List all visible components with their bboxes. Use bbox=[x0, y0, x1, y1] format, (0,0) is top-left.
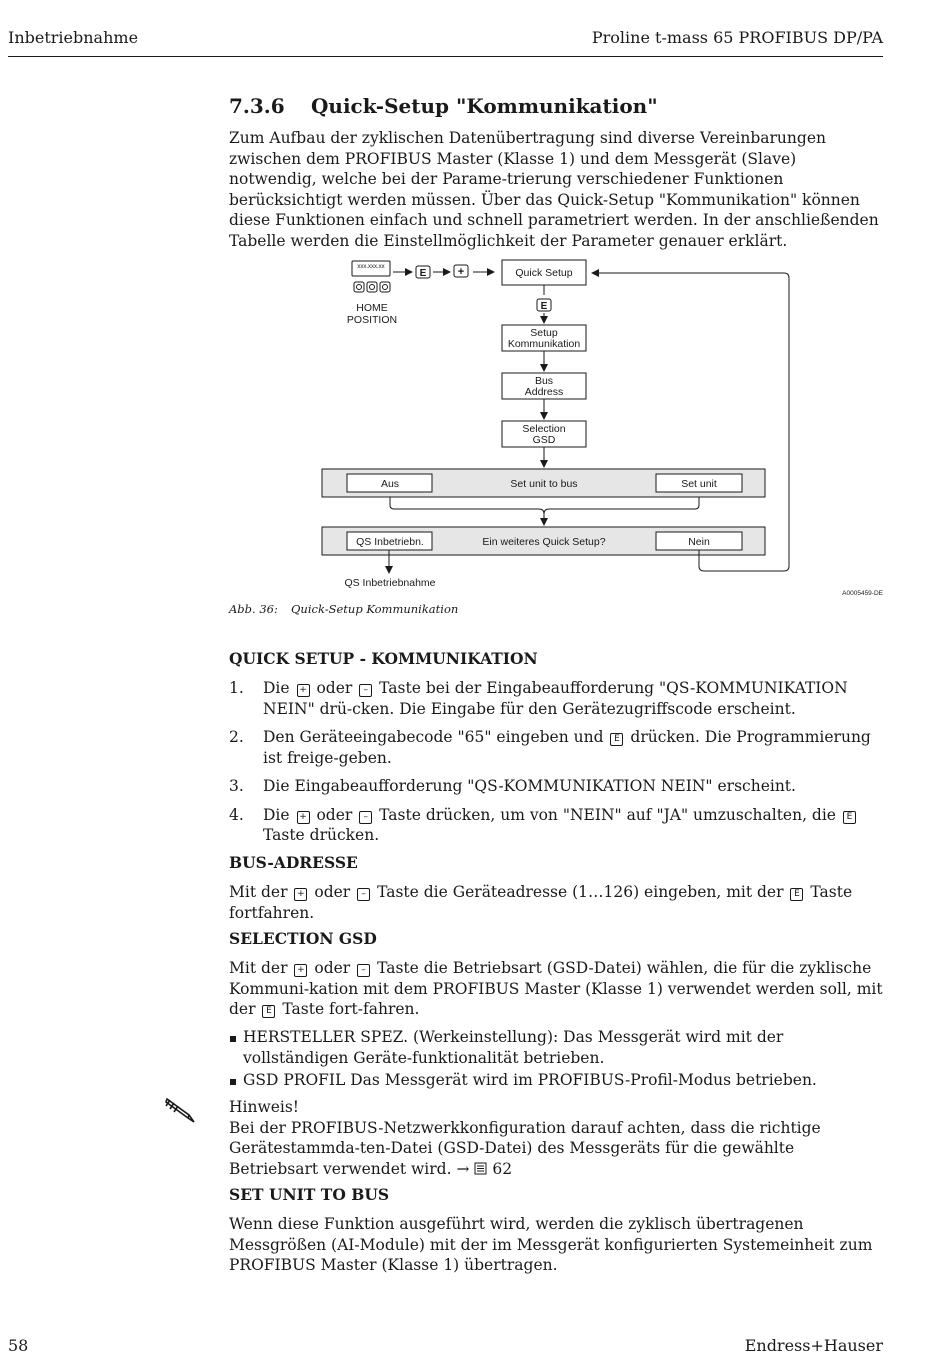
minus-key-icon: – bbox=[357, 888, 370, 901]
box-sel-label-2: GSD bbox=[532, 434, 556, 446]
section-number: 7.3.6 bbox=[229, 94, 285, 118]
page-reference-icon bbox=[474, 1162, 487, 1175]
option-nein-label: Nein bbox=[688, 536, 710, 548]
option-qs-inbetriebn-label: QS Inbetriebn. bbox=[356, 536, 424, 548]
header-rule bbox=[8, 56, 883, 57]
box-setup-label-2: Kommunikation bbox=[507, 338, 581, 350]
minus-key-icon: – bbox=[357, 964, 370, 977]
exit-label: QS Inbetriebnahme bbox=[344, 577, 436, 589]
note-text: Bei der PROFIBUS-Netzwerkkonfiguration darauf achten, dass die richtige Gerätestammda-ten-Datei (GSD-Datei) des Messgeräts für die gewählte Betriebsart verwendet wird. → 62 bbox=[229, 1118, 821, 1178]
box-setup-label-1: Setup bbox=[530, 327, 558, 339]
enter-key-icon: E bbox=[610, 733, 623, 746]
caption-label: Abb. 36: bbox=[229, 602, 278, 616]
bus-address-paragraph: Mit der + oder – Taste die Geräteadresse (1…126) eingeben, mit der E Taste fortfahren. bbox=[229, 883, 853, 922]
selection-gsd-paragraph: Mit der + oder – Taste die Betriebsart (GSD-Datei) wählen, die für die zyklische Kommuni-kation mit dem PROFIBUS Master (Klasse 1) verwendet werden soll, mit der E Taste fort-fahren. bbox=[229, 959, 883, 1018]
home-label-1: HOME bbox=[356, 302, 388, 314]
brand-name: Endress+Hauser bbox=[744, 1336, 883, 1355]
plus-key-icon: + bbox=[297, 811, 310, 824]
list-item: HERSTELLER SPEZ. (Werkeinstellung): Das Messgerät wird mit der vollständigen Geräte-funktionalität betrieben. bbox=[229, 1027, 884, 1068]
option-set-unit-label: Set unit bbox=[681, 478, 717, 490]
quick-setup-steps bbox=[229, 678, 884, 846]
plus-key-icon: + bbox=[297, 684, 310, 697]
key-e-label: E bbox=[419, 268, 427, 279]
minus-key-icon: – bbox=[359, 811, 372, 824]
box-sel-label-1: Selection bbox=[522, 423, 566, 435]
set-unit-heading: SET UNIT TO BUS bbox=[229, 1185, 390, 1204]
option-aus-label: Aus bbox=[380, 478, 400, 490]
running-header-section: Inbetriebnahme bbox=[8, 28, 139, 47]
figure-code: A0005459-DE bbox=[842, 590, 883, 597]
enter-key-icon: E bbox=[790, 888, 803, 901]
list-item: 1. Die + oder – Taste bei der Eingabeaufforderung "QS-KOMMUNIKATION NEIN" drü-cken. Die Eingabe für den Gerätezugriffscode erscheint. bbox=[229, 679, 848, 718]
section-title: Quick-Setup "Kommunikation" bbox=[311, 94, 658, 118]
display-text: xxx.xxx.xx bbox=[357, 264, 385, 270]
plus-key-icon: + bbox=[294, 964, 307, 977]
bus-address-heading: BUS-ADRESSE bbox=[229, 853, 358, 872]
row-further-quick-setup-label: Ein weiteres Quick Setup? bbox=[482, 536, 606, 548]
reference-arrow: → bbox=[456, 1159, 470, 1178]
list-item: GSD PROFIL Das Messgerät wird im PROFIBUS-Profil-Modus betrieben. bbox=[229, 1070, 884, 1091]
enter-key-icon: E bbox=[262, 1005, 275, 1018]
list-item: 4. Die + oder – Taste drücken, um von "NEIN" auf "JA" umzuschalten, die E Taste drücken. bbox=[229, 805, 884, 846]
enter-key-icon: E bbox=[843, 811, 856, 824]
home-label-2: POSITION bbox=[346, 314, 398, 326]
box-bus-label-1: Bus bbox=[534, 375, 554, 387]
minus-key-icon: – bbox=[359, 684, 372, 697]
gsd-options-list bbox=[229, 1027, 884, 1091]
running-header-product: Proline t-mass 65 PROFIBUS DP/PA bbox=[591, 28, 883, 47]
figure-caption bbox=[229, 602, 884, 616]
quick-setup-heading: QUICK SETUP - KOMMUNIKATION bbox=[229, 649, 538, 668]
box-quick-setup-label: Quick Setup bbox=[515, 267, 573, 279]
list-item: 2. Den Geräteeingabecode "65" eingeben und E drücken. Die Programmierung ist freige-geben. bbox=[229, 728, 871, 767]
page-number: 58 bbox=[8, 1336, 29, 1355]
operating-keys-icon bbox=[354, 282, 364, 292]
section-heading bbox=[229, 94, 884, 118]
set-unit-paragraph: Wenn diese Funktion ausgeführt wird, werden die zyklisch übertragenen Messgrößen (AI-Module) mit der im Messgerät konfigurierten Systemeinheit zum PROFIBUS Master (Klasse 1) übertragen. bbox=[229, 1215, 873, 1274]
reference-page: 62 bbox=[492, 1159, 513, 1178]
pencil-note-icon bbox=[160, 1096, 204, 1126]
intro-paragraph: Zum Aufbau der zyklischen Datenübertragung sind diverse Vereinbarungen zwischen dem PROFIBUS Master (Klasse 1) und dem Messgerät (Slave) notwendig, welche bei der Parame-trierung verschiedener Funktionen berücksichtigt werden müssen. Über das Quick-Setup "Kommunikation" können diese Funktionen einfach und schnell parametriert werden. In der anschließenden Tabelle werden die Einstellmöglichkeit der Parameter genauer erklärt. bbox=[229, 129, 879, 250]
row-set-unit-to-bus-label: Set unit to bus bbox=[510, 478, 578, 490]
caption-text: Quick-Setup Kommunikation bbox=[291, 602, 459, 616]
note-title: Hinweis! bbox=[229, 1098, 300, 1116]
quick-setup-flow-diagram bbox=[300, 255, 900, 605]
list-item: 3. Die Eingabeaufforderung "QS-KOMMUNIKATION NEIN" erscheint. bbox=[229, 777, 796, 795]
key-plus-label: + bbox=[457, 266, 465, 278]
selection-gsd-heading: SELECTION GSD bbox=[229, 929, 377, 948]
box-bus-label-2: Address bbox=[524, 386, 564, 398]
note-block bbox=[229, 1097, 884, 1179]
key-e-label-2: E bbox=[540, 301, 548, 312]
plus-key-icon: + bbox=[294, 888, 307, 901]
